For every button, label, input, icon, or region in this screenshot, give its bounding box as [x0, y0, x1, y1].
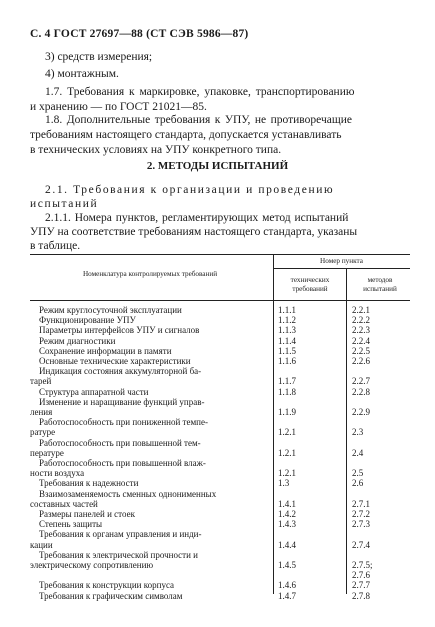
- row-requirement: Требования к надежности: [39, 478, 139, 489]
- table-row: [30, 438, 410, 448]
- row-requirement: Функционирование УПУ: [39, 315, 136, 326]
- table-row: [30, 315, 410, 325]
- row-tech-clause: [273, 570, 346, 580]
- row-tech-clause: 1.4.5: [278, 560, 296, 571]
- row-tech-clause: [273, 366, 346, 376]
- row-requirement: Взаимозаменяемость сменных однонименных: [39, 488, 217, 499]
- table-rule: [30, 300, 410, 301]
- row-method-clause: 2.2.4: [352, 335, 370, 346]
- section-title: 2. МЕТОДЫ ИСПЫТАНИЙ: [146, 160, 289, 172]
- text-line: требованиям настоящего стандарта, допускается устанавливать: [30, 129, 342, 141]
- text-line: 2.1.1. Номера пунктов, регламентирующих метод испытаний: [45, 212, 349, 224]
- row-method-clause: [346, 438, 410, 448]
- row-method-clause: 2.5: [352, 468, 364, 479]
- row-method-clause: [346, 458, 410, 468]
- row-method-clause: 2.7.3: [352, 519, 370, 530]
- row-tech-clause: 1.1.7: [278, 376, 296, 387]
- row-method-clause: 2.2.1: [352, 305, 370, 315]
- row-tech-clause: 1.1.9: [278, 407, 296, 418]
- row-requirement: [30, 570, 273, 580]
- table-row: [30, 366, 410, 376]
- row-requirement: Параметры интерфейсов УПУ и сигналов: [39, 325, 200, 336]
- text-line: 3) средств измерения;: [45, 51, 153, 63]
- row-tech-clause: 1.1.4: [278, 335, 296, 346]
- row-method-clause: 2.2.3: [352, 325, 370, 336]
- table-row: [30, 509, 410, 519]
- row-requirement: Сохранение информации в памяти: [39, 345, 172, 356]
- table-row: [30, 529, 410, 539]
- table-row: [30, 305, 410, 315]
- row-method-clause: [346, 489, 410, 499]
- table-row: [30, 540, 410, 550]
- table-row: [30, 448, 410, 458]
- row-requirement: ности воздуха: [30, 468, 85, 479]
- row-requirement: ратуре: [30, 427, 56, 438]
- row-tech-clause: 1.1.5: [278, 345, 296, 356]
- table-row: [30, 407, 410, 417]
- row-method-clause: 2.7.5;: [352, 560, 373, 571]
- row-requirement: Требования к графическим символам: [39, 590, 183, 601]
- row-requirement: Требования к электрической прочности и: [39, 549, 198, 560]
- row-method-clause: 2.7.7: [352, 580, 370, 591]
- table-row: [30, 591, 410, 601]
- table-row: [30, 397, 410, 407]
- row-requirement: Изменение и наращивание функций управ-: [39, 396, 205, 407]
- table-row: [30, 499, 410, 509]
- table-row: [30, 580, 410, 590]
- row-method-clause: [346, 550, 410, 560]
- row-method-clause: 2.7.2: [352, 509, 370, 520]
- table-rule: [30, 254, 410, 255]
- row-tech-clause: 1.2.1: [278, 468, 296, 479]
- row-tech-clause: 1.3: [278, 478, 290, 489]
- table-row: [30, 468, 410, 478]
- page-header: С. 4 ГОСТ 27697—88 (СТ СЭВ 5986—87): [30, 28, 249, 40]
- row-method-clause: 2.2.9: [352, 407, 370, 418]
- row-requirement: Режим круглосуточной эксплуатации: [39, 305, 182, 315]
- row-method-clause: 2.4: [352, 447, 364, 458]
- row-method-clause: 2.7.1: [352, 498, 370, 509]
- table-row: [30, 376, 410, 386]
- row-requirement: составных частей: [30, 498, 98, 509]
- table-rule: [273, 268, 410, 269]
- row-method-clause: 2.7.6: [352, 570, 370, 581]
- row-method-clause: 2.6: [352, 478, 364, 489]
- row-tech-clause: 1.4.4: [278, 539, 296, 550]
- table-head-name: Номенклатура контролируемых требований: [82, 270, 218, 278]
- row-tech-clause: 1.4.3: [278, 519, 296, 530]
- row-requirement: электрическому сопротивлению: [30, 560, 154, 571]
- table-row: [30, 325, 410, 335]
- row-tech-clause: 1.2.1: [278, 447, 296, 458]
- row-tech-clause: 1.1.6: [278, 356, 296, 367]
- text-line: 4) монтажным.: [45, 68, 119, 80]
- row-requirement: Индикация состояния аккумуляторной ба-: [39, 366, 202, 377]
- row-requirement: Размеры панелей и стоек: [39, 509, 135, 520]
- row-method-clause: [346, 529, 410, 539]
- row-method-clause: 2.2.5: [352, 345, 370, 356]
- row-tech-clause: 1.1.8: [278, 386, 296, 397]
- row-tech-clause: [273, 417, 346, 427]
- subsection-heading: испытаний: [30, 198, 99, 210]
- table-head-col2: методов испытаний: [363, 276, 397, 293]
- text-line: УПУ на соответствие требованиям настоящего стандарта, указаны: [30, 226, 358, 238]
- row-tech-clause: 1.4.6: [278, 580, 296, 591]
- table-row: [30, 417, 410, 427]
- table-row: [30, 489, 410, 499]
- row-method-clause: [346, 397, 410, 407]
- row-method-clause: 2.7.4: [352, 539, 370, 550]
- row-requirement: пературе: [30, 447, 64, 458]
- table-row: [30, 427, 410, 437]
- row-tech-clause: 1.4.2: [278, 509, 296, 520]
- text-line: 1.8. Дополнительные требования к УПУ, не противоречащие: [45, 114, 352, 126]
- row-requirement: ления: [30, 407, 53, 418]
- row-tech-clause: [273, 529, 346, 539]
- row-tech-clause: 1.1.1: [278, 305, 296, 315]
- row-requirement: Требования к конструкции корпуса: [39, 580, 175, 591]
- table-row: [30, 570, 410, 580]
- row-method-clause: 2.3: [352, 427, 364, 438]
- row-requirement: Работоспособность при повышенной тем-: [39, 437, 201, 448]
- table-row: [30, 387, 410, 397]
- table-row: [30, 550, 410, 560]
- row-method-clause: [346, 417, 410, 427]
- row-tech-clause: [273, 489, 346, 499]
- row-method-clause: 2.7.8: [352, 590, 370, 601]
- text-line: в технических условиях на УПУ конкретного типа.: [30, 144, 282, 156]
- text-line: в таблице.: [30, 240, 81, 252]
- row-requirement: Структура аппаратной части: [39, 386, 149, 397]
- row-requirement: Работоспособность при повышенной влаж-: [39, 458, 206, 469]
- row-requirement: кации: [30, 539, 53, 550]
- row-tech-clause: [273, 458, 346, 468]
- row-tech-clause: [273, 397, 346, 407]
- row-method-clause: 2.2.8: [352, 386, 370, 397]
- table-head-group: Номер пункта: [320, 257, 363, 265]
- row-method-clause: 2.2.6: [352, 356, 370, 367]
- row-tech-clause: [273, 438, 346, 448]
- row-requirement: Степень защиты: [39, 519, 103, 530]
- table-head-col1: технических требований: [290, 276, 330, 293]
- row-tech-clause: 1.2.1: [278, 427, 296, 438]
- table-row: [30, 478, 410, 488]
- row-tech-clause: 1.4.1: [278, 498, 296, 509]
- table-row: [30, 356, 410, 366]
- row-tech-clause: [273, 550, 346, 560]
- table-row: [30, 560, 410, 570]
- table-row: [30, 458, 410, 468]
- row-tech-clause: 1.1.3: [278, 325, 296, 336]
- table-row: [30, 519, 410, 529]
- row-requirement: тарей: [30, 376, 52, 387]
- table-row: [30, 336, 410, 346]
- row-method-clause: [346, 366, 410, 376]
- text-line: и хранению — по ГОСТ 21021—85.: [30, 101, 207, 113]
- row-tech-clause: 1.1.2: [278, 315, 296, 326]
- table-body: [30, 305, 410, 601]
- row-requirement: Требования к органам управления и инди-: [39, 529, 202, 540]
- subsection-heading: 2.1. Требования к организации и проведению: [45, 184, 335, 196]
- row-requirement: Основные технические характеристики: [39, 356, 191, 367]
- text-line: 1.7. Требования к маркировке, упаковке, транспортированию: [45, 86, 355, 98]
- row-tech-clause: 1.4.7: [278, 590, 296, 601]
- row-method-clause: 2.2.2: [352, 315, 370, 326]
- row-method-clause: 2.2.7: [352, 376, 370, 387]
- row-requirement: Работоспособность при пониженной темпе-: [39, 417, 208, 428]
- table-row: [30, 346, 410, 356]
- row-requirement: Режим диагностики: [39, 335, 116, 346]
